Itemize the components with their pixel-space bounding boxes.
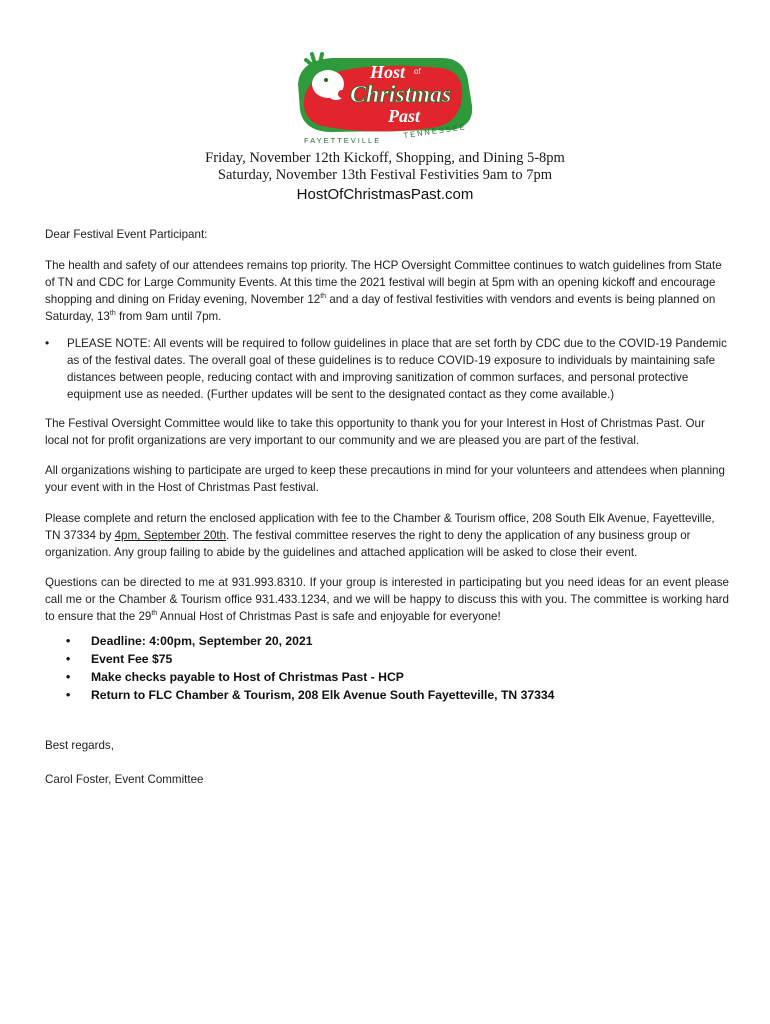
please-note-text: PLEASE NOTE: All events will be required to follow guidelines in place that are set forth by CDC due to the COVID-19 Pandemic as of the festival dates. The overall goal of these guidelines is to reduce COVID-19 exposure to individuals by maintaining safe distances between people, reducing contact with and improving sanitization of common surfaces, and personal protective equipment use as needed. (Further updates will be sent to the designated contact as they come available.) bbox=[67, 337, 727, 401]
paragraph-thank-you: The Festival Oversight Committee would like to take this opportunity to thank you for your Interest in Host of Christmas Past. Our local not for profit organizations are very important to our community and we are pleased you are part of the festival. bbox=[45, 417, 705, 447]
logo-past-text: Past bbox=[388, 106, 421, 126]
host-of-christmas-past-logo bbox=[292, 50, 476, 146]
saturday-schedule: Saturday, November 13th Festival Festivities 9am to 7pm bbox=[217, 167, 553, 183]
list-item: • Return to FLC Chamber & Tourism, 208 Elk Avenue South Fayetteville, TN 37334 bbox=[66, 688, 555, 702]
logo-of-text: of bbox=[414, 67, 421, 76]
deadline-underlined: 4pm, September 20th bbox=[114, 529, 227, 542]
logo-city-text: FAYETTEVILLE bbox=[304, 136, 382, 145]
paragraph-precautions: All organizations wishing to participate are urged to keep these precautions in mind for your volunteers and attendees when planning your event with in the Host of Christmas Past festival. bbox=[45, 464, 725, 494]
logo-christmas-text: Christmas bbox=[350, 82, 452, 108]
please-note-bullet bbox=[45, 335, 735, 403]
website-address: HostOfChristmasPast.com bbox=[296, 186, 474, 203]
paragraph-application: Please complete and return the enclosed application with fee to the Chamber & Tourism office, 208 South Elk Avenue, Fayetteville, TN 37334 by 4pm, September 20th. The festival committee reserves the right to deny the application of any business group or organization. Any group failing to abide by the guidelines and attached application will be asked to close their event. bbox=[45, 512, 715, 559]
logo-host-text: Host bbox=[370, 62, 406, 82]
friday-schedule: Friday, November 12th Kickoff, Shopping, and Dining 5-8pm bbox=[205, 150, 565, 166]
paragraph-questions: Questions can be directed to me at 931.993.8310. If your group is interested in participating but you need ideas for an event please call me or the Chamber & Tourism office 931.433.1234, and we will be happy to discuss this with you. The committee is working hard to ensure that the 29th Annual Host of Christmas Past is safe and enjoyable for everyone! bbox=[45, 576, 729, 623]
bullet-dot: • bbox=[45, 336, 50, 350]
logo-state-text: TENNESSEE bbox=[403, 122, 468, 140]
list-item: • Event Fee $75 bbox=[66, 652, 173, 666]
list-item: • Deadline: 4:00pm, September 20, 2021 bbox=[66, 634, 313, 648]
key-details-list bbox=[66, 632, 726, 704]
closing: Best regards, bbox=[45, 739, 114, 752]
list-item: • Make checks payable to Host of Christmas Past - HCP bbox=[66, 670, 404, 684]
salutation: Dear Festival Event Participant: bbox=[45, 228, 208, 241]
paragraph-health-safety: The health and safety of our attendees remains top priority. The HCP Oversight Committee continues to watch guidelines from State of TN and CDC for Large Community Events. At this time the 2021 festival will begin at 5pm with an opening kickoff and encourage shopping and dining on Friday evening, November 12th and a day of festival festivities with vendors and events is being planned on Saturday, 13th from 9am until 7pm. bbox=[45, 259, 722, 323]
signature: Carol Foster, Event Committee bbox=[45, 773, 204, 786]
